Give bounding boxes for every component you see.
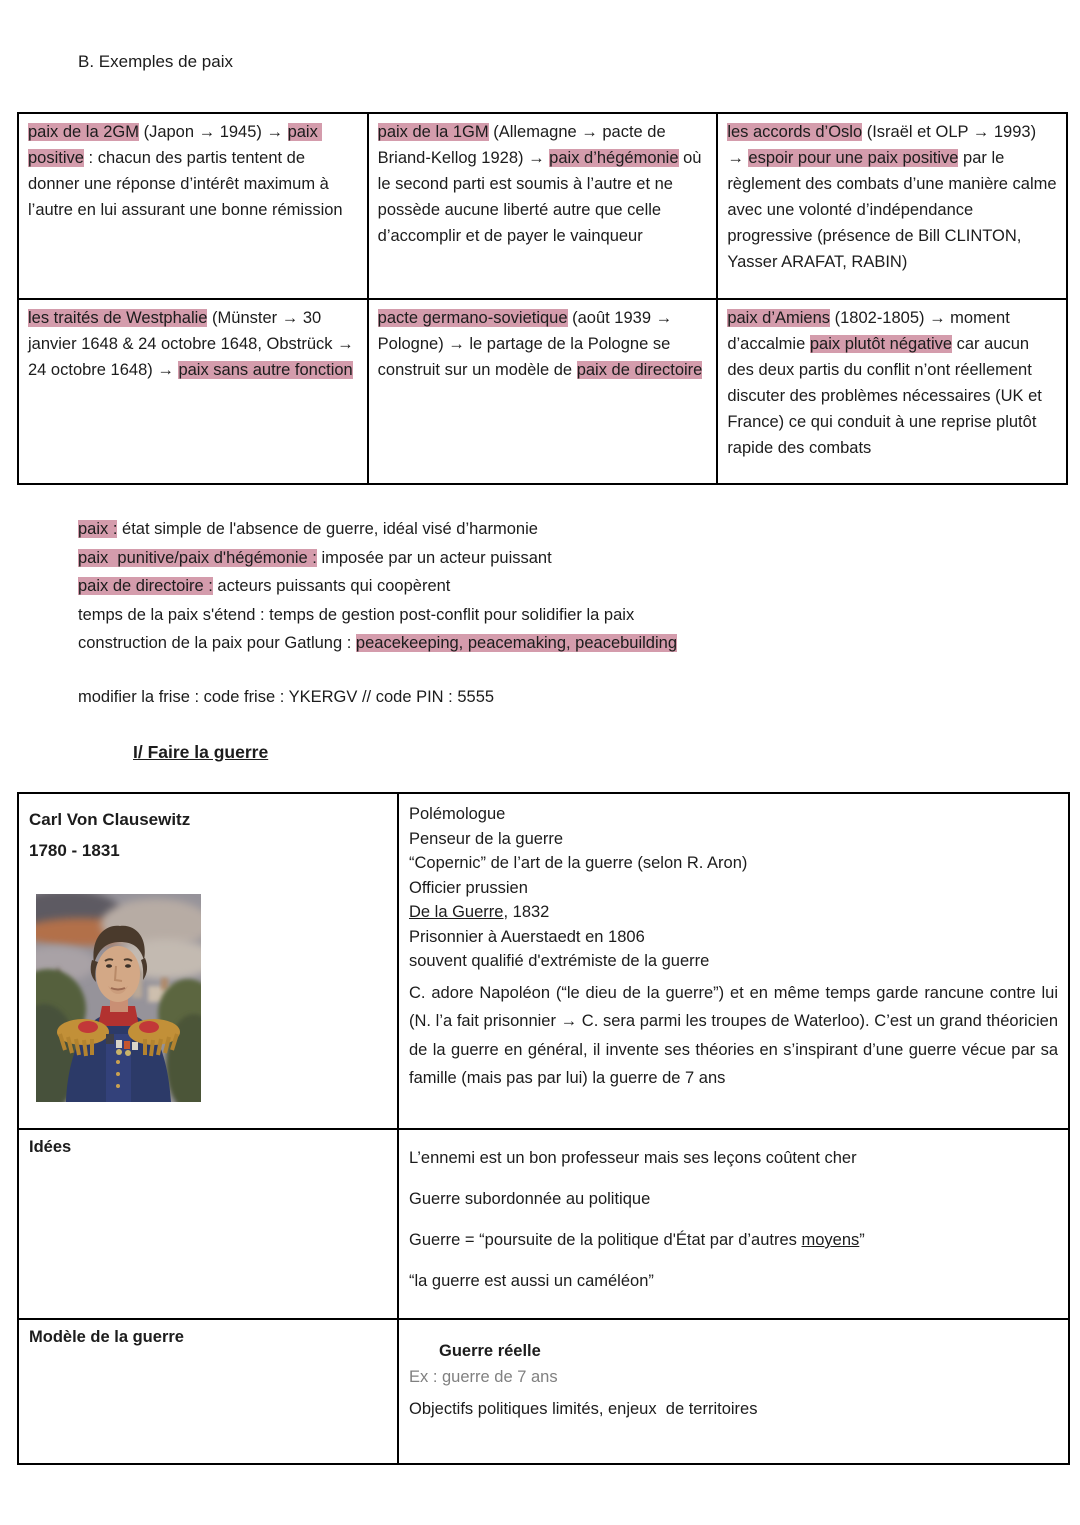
text-segment: Objectifs politiques limités, enjeux de territoires xyxy=(409,1400,758,1418)
text-segment: paix plutôt négative xyxy=(809,335,953,353)
idee-line xyxy=(409,1228,1058,1252)
text-segment: Polémologue xyxy=(409,805,506,823)
text-segment: paix d’hégémonie xyxy=(549,149,679,167)
guerre-reelle-objectifs xyxy=(409,1400,1058,1419)
text-segment: (Japon → 1945) → xyxy=(138,123,288,141)
text-segment: : chacun des partis tentent de donner une réponse d’intérêt maximum à l’autre en lui assurant une bonne rémission xyxy=(28,149,343,219)
peace-definitions xyxy=(78,515,1008,658)
text-segment: (1802-1805) → moment d’accalmie xyxy=(727,309,1015,353)
text-segment: Prisonnier à Auerstaedt en 1806 xyxy=(409,927,645,946)
peace-cell-2gm xyxy=(18,113,368,299)
text-segment: les traités de Westphalie xyxy=(28,309,208,327)
text-segment: (août 1939 → Pologne) → le partage de la Pologne se construit sur un modèle de xyxy=(377,309,677,379)
definition-temps-paix xyxy=(78,601,1008,630)
table-row xyxy=(18,113,1067,299)
text-segment: Penseur de la guerre xyxy=(409,829,564,848)
text-segment: (Münster → 30 janvier 1648 & 24 octobre 1648, Obstrück → 24 octobre 1648) → xyxy=(28,309,359,379)
section-heading-faire-la-guerre: I/ Faire la guerre xyxy=(133,742,269,762)
text-segment: car aucun des deux partis du conflit n’ont réellement discuter des problèmes nécessaires (UK et France) ce qui conduit à une reprise plutôt rapide des combats xyxy=(727,335,1047,457)
idees-label: Idées xyxy=(18,1129,398,1319)
idee-line xyxy=(409,1269,1058,1293)
idee-line xyxy=(409,1187,1058,1211)
text-segment: par le règlement des combats d’une manière calme avec une volonté d’indépendance progressive (présence de Bill CLINTON, Yasser ARAFAT, RABIN) xyxy=(727,149,1062,271)
text-segment: paix punitive/paix d'hégémonie : xyxy=(78,548,317,567)
table-row xyxy=(18,299,1067,484)
text-segment: paix de directoire xyxy=(576,361,703,379)
text-segment: L’ennemi est un bon professeur mais ses leçons coûtent cher xyxy=(409,1149,857,1167)
person-name: Carl Von Clausewitz xyxy=(29,810,191,829)
table-row xyxy=(18,1319,1069,1464)
guerre-reelle-example xyxy=(409,1368,1058,1387)
text-segment: C. adore Napoléon (“le dieu de la guerre”) et en même temps garde rancune contre lui (N. l’a fait prisonnier → C. sera parmi les troupes de Waterloo). C’est un grand théoricien de la guerre en général, il invente ses théories en s’inspirant d’une guerre vécue par sa famille (mais pas par lui) la guerre de 7 ans xyxy=(409,983,1063,1087)
text-segment: Ex : guerre de 7 ans xyxy=(409,1368,558,1386)
text-segment: “Copernic” de l’art de la guerre (selon R. Aron) xyxy=(409,854,748,872)
peace-cell-westphalie xyxy=(18,299,368,484)
text-segment: état simple de l'absence de guerre, idéal visé d’harmonie xyxy=(117,520,538,538)
bio-line xyxy=(409,900,1058,925)
text-segment: ” xyxy=(859,1231,865,1249)
definition-construction-paix xyxy=(78,629,1008,658)
text-segment: imposée par un acteur puissant xyxy=(316,548,552,567)
text-segment: paix de la 1GM xyxy=(377,123,489,141)
text-segment: De la Guerre xyxy=(409,903,504,921)
text-segment: construction de la paix pour Gatlung : xyxy=(78,634,356,652)
text-segment: , 1832 xyxy=(503,903,550,921)
person-dates: 1780 - 1831 xyxy=(29,841,120,860)
text-segment: les accords d’Oslo xyxy=(727,123,863,141)
text-segment: Officier prussien xyxy=(409,878,528,897)
table-row xyxy=(18,1129,1069,1319)
text-segment: où le second parti est soumis à l’autre et ne possède aucune liberté autre que celle d’accomplir et de payer le vainqueur xyxy=(377,149,707,245)
text-segment: “la guerre est aussi un caméléon” xyxy=(409,1272,654,1290)
text-segment: (Israël et OLP → 1993) → xyxy=(727,123,1041,167)
bio-line xyxy=(409,949,1058,974)
text-segment: peacekeeping, peacemaking, peacebuilding xyxy=(355,634,677,652)
idees-content-cell xyxy=(398,1129,1069,1319)
peace-cell-amiens xyxy=(717,299,1067,484)
modele-content-cell xyxy=(398,1319,1069,1464)
text-segment: (Allemagne → pacte de Briand-Kellog 1928) → xyxy=(377,123,671,167)
text-segment: souvent qualifié d'extrémiste de la guerre xyxy=(409,952,710,970)
peace-examples-table xyxy=(17,112,1068,485)
text-segment: paix positive xyxy=(28,123,323,167)
text-segment: Guerre = “poursuite de la politique d'État par d’autres xyxy=(409,1231,802,1249)
bio-line xyxy=(409,876,1058,901)
clausewitz-bio-cell xyxy=(398,793,1069,1129)
idee-line xyxy=(409,1146,1058,1170)
text-segment: paix sans autre fonction xyxy=(178,361,353,379)
peace-cell-germano-sovietique xyxy=(368,299,718,484)
clausewitz-table xyxy=(17,792,1070,1465)
text-segment: paix de la 2GM xyxy=(28,123,139,141)
text-segment: pacte germano-sovietique xyxy=(377,309,568,327)
text-segment: acteurs puissants qui coopèrent xyxy=(212,577,451,595)
bio-line xyxy=(409,827,1058,852)
clausewitz-portrait xyxy=(36,894,201,1102)
bio-line xyxy=(409,851,1058,876)
text-segment: moyens xyxy=(801,1231,860,1249)
text-segment: paix de directoire : xyxy=(78,577,213,595)
text-segment: paix d’Amiens xyxy=(727,309,831,327)
definition-paix-directoire xyxy=(78,572,1008,601)
peace-cell-oslo xyxy=(717,113,1067,299)
bio-line xyxy=(409,925,1058,950)
text-segment: paix : xyxy=(78,520,118,538)
guerre-reelle-heading: Guerre réelle xyxy=(439,1342,541,1360)
frise-code-note: modifier la frise : code frise : YKERGV // code PIN : 5555 xyxy=(78,688,495,706)
peace-cell-1gm xyxy=(368,113,718,299)
text-segment: espoir pour une paix positive xyxy=(748,149,959,167)
section-title: B. Exemples de paix xyxy=(78,52,233,71)
definition-paix xyxy=(78,515,1008,544)
text-segment: Guerre subordonnée au politique xyxy=(409,1190,651,1208)
text-segment: temps de la paix s'étend : temps de gestion post-conflit pour solidifier la paix xyxy=(78,605,635,624)
bio-line xyxy=(409,802,1058,827)
clausewitz-identity-cell xyxy=(18,793,398,1129)
bio-paragraph xyxy=(409,979,1063,1093)
definition-paix-punitive xyxy=(78,544,1008,573)
table-row xyxy=(18,793,1069,1129)
modele-label: Modèle de la guerre xyxy=(18,1319,398,1464)
